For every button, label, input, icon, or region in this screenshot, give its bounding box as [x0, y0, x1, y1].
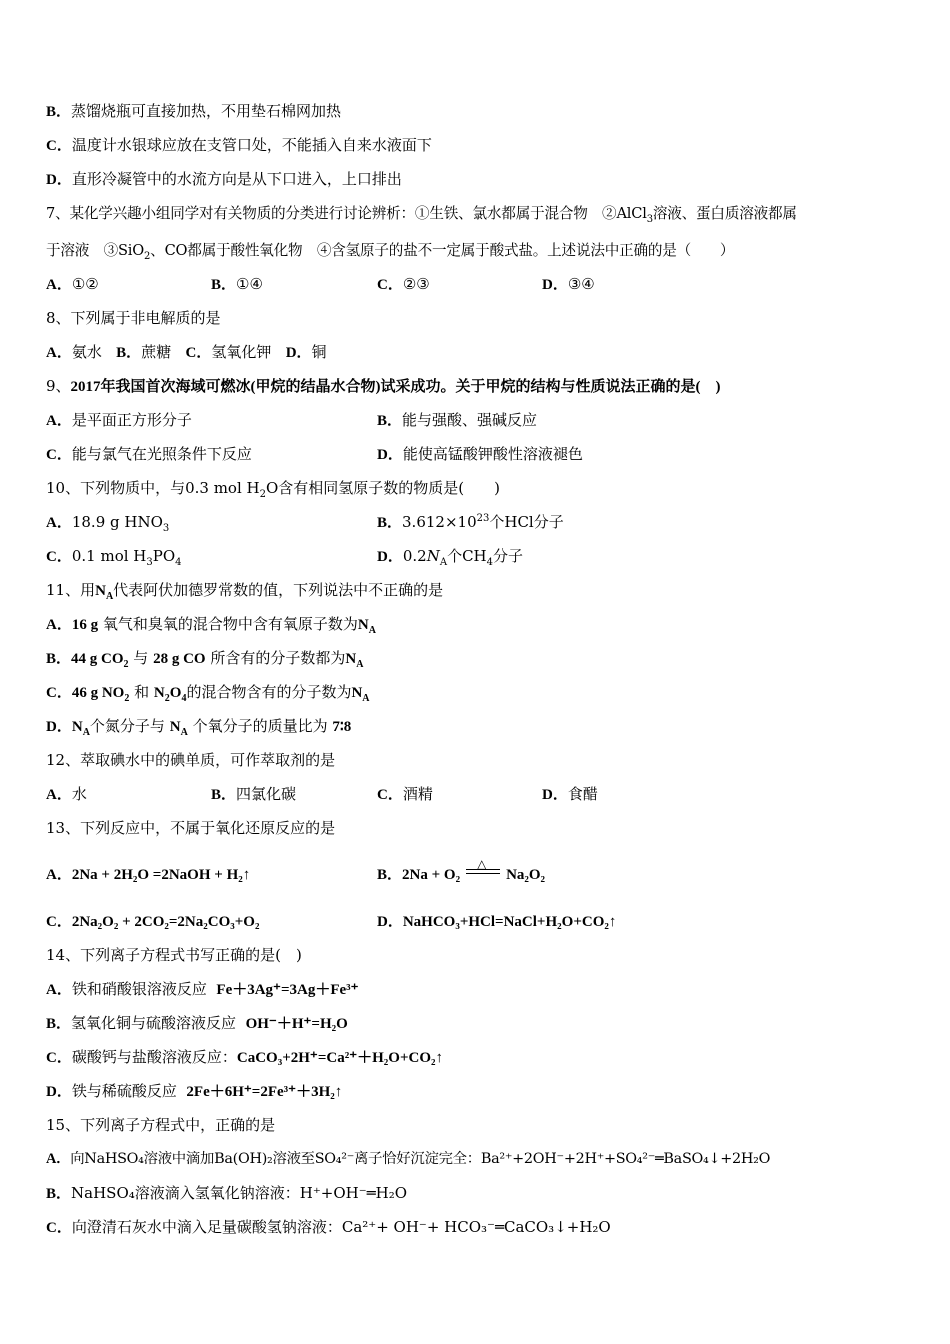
q7-option-c — [377, 273, 430, 296]
subscript: 4 — [181, 693, 187, 704]
q9-option-c — [46, 443, 252, 466]
option-label: B． — [211, 277, 237, 293]
q12-option-c — [377, 783, 433, 806]
chemical-equation: Na₂O₂ — [506, 867, 546, 883]
chemical-equation: 2Na₂O₂ + 2CO₂=2Na₂CO₃+O₂ — [71, 914, 260, 930]
subscript: A — [368, 625, 376, 636]
option-text: 个CH — [447, 547, 487, 565]
option-label: D． — [285, 345, 312, 361]
subscript: A — [180, 727, 188, 738]
option-label: B． — [46, 651, 72, 667]
option-label: B． — [116, 345, 142, 361]
option-label: A． — [46, 277, 72, 293]
subscript: 3 — [162, 523, 170, 534]
subscript: A — [82, 727, 90, 738]
subscript: A — [439, 557, 448, 568]
q10-option-d — [377, 545, 523, 568]
q13-stem — [46, 817, 335, 839]
option-text: ②③ — [402, 275, 430, 293]
option-text: 铜 — [311, 343, 327, 361]
q6-option-c — [46, 134, 432, 157]
q6-option-d — [46, 168, 402, 191]
q7-stem-text: 、CO都属于酸性氧化物 ④含氢原子的盐不一定属于酸式盐。上述说法中正确的是（ ） — [150, 242, 735, 259]
q9-option-d — [377, 443, 583, 466]
option-label: C． — [377, 277, 403, 293]
q11-option-d — [46, 715, 351, 738]
subscript: 3 — [146, 557, 153, 568]
question-stem: 2017年我国首次海域可燃冰(甲烷的结晶水合物)试采成功。关于甲烷的结构与性质说法正确的是( ) — [70, 379, 721, 395]
q13-option-b — [377, 857, 546, 886]
option-label: C． — [46, 447, 72, 463]
option-text: NaHSO₄溶液滴入氢氧化钠溶液：H⁺+OH⁻═H₂O — [71, 1184, 408, 1202]
q10-option-a — [46, 511, 169, 534]
q9-option-a — [46, 409, 192, 432]
option-label: D． — [542, 277, 568, 293]
avogadro-symbol: N — [71, 719, 83, 735]
option-label: C． — [185, 345, 212, 361]
option-text: 氨水 — [71, 343, 102, 361]
option-text: 蔗糖 — [141, 343, 172, 361]
question-stem: O含有相同氢原子数的物质是( ) — [266, 479, 501, 497]
option-label: C． — [46, 1050, 72, 1066]
option-text: 酒精 — [402, 785, 433, 803]
option-label: B． — [46, 1016, 72, 1032]
q12-option-a — [46, 783, 87, 806]
q10-option-b — [377, 511, 564, 534]
q7-stem-text: 于溶液 ③SiO — [46, 242, 144, 259]
ionic-equation: OH⁻＋H⁺=H₂O — [245, 1016, 348, 1032]
subscript: A — [105, 591, 114, 602]
option-label: A． — [46, 982, 72, 998]
q14-stem — [46, 944, 302, 966]
q13-option-c — [46, 910, 259, 933]
option-label: A． — [46, 345, 72, 361]
option-label: D． — [46, 1084, 72, 1100]
option-label: A． — [46, 867, 72, 883]
superscript: 23 — [476, 513, 490, 524]
q13-option-d — [377, 910, 616, 933]
option-text: N — [153, 685, 165, 701]
q7-stem-line2 — [46, 240, 734, 262]
subscript: 4 — [175, 557, 182, 568]
avogadro-symbol: N — [357, 617, 369, 633]
option-text: 氧气和臭氧的混合物中含有氧原子数为 — [102, 615, 358, 633]
option-label: B． — [377, 867, 403, 883]
heating-equals-sign — [466, 857, 500, 885]
option-label: B． — [377, 515, 403, 531]
subscript: 2 — [123, 659, 129, 670]
q7-option-a — [46, 273, 99, 296]
option-text: 氢氧化钾 — [211, 343, 272, 361]
option-text: 向澄清石灰水中滴入足量碳酸氢钠溶液：Ca²⁺+ OH⁻+ HCO₃⁻═CaCO₃↓+H₂O — [71, 1218, 611, 1236]
subscript: 2 — [124, 693, 130, 704]
option-text: 能使高锰酸钾酸性溶液褪色 — [402, 445, 583, 463]
q9-stem — [46, 375, 721, 398]
option-text: 7∶8 — [332, 719, 352, 735]
q8-options — [46, 341, 327, 364]
q15-option-c — [46, 1216, 611, 1239]
q11-option-c — [46, 681, 370, 704]
option-text: 四氯化碳 — [236, 785, 297, 803]
option-text: 直形冷凝管中的水流方向是从下口进入，上口排出 — [71, 170, 402, 188]
option-label: A． — [46, 617, 72, 633]
avogadro-symbol: N — [426, 547, 440, 565]
option-text: 铁与稀硫酸反应 — [71, 1082, 177, 1100]
option-text: 温度计水银球应放在支管口处，不能插入自来水液面下 — [71, 136, 432, 154]
question-stem: 13、下列反应中，不属于氧化还原反应的是 — [46, 819, 336, 837]
subscript: 3 — [646, 213, 653, 225]
option-label: A． — [46, 413, 72, 429]
question-stem: 14、下列离子方程式书写正确的是( ) — [46, 946, 302, 964]
option-text: 向NaHSO₄溶液中滴加Ba(OH)₂溶液至SO₄²⁻离子恰好沉淀完全：Ba²⁺+2OH⁻+2H⁺+SO₄²⁻═BaSO₄↓+2H₂O — [70, 1151, 771, 1167]
option-text: 所含有的分子数都为 — [210, 649, 346, 667]
option-label: D． — [46, 719, 72, 735]
avogadro-symbol: N — [345, 651, 357, 667]
option-text: ①② — [71, 275, 99, 293]
question-stem: 8、下列属于非电解质的是 — [46, 309, 221, 327]
q15-option-b — [46, 1182, 407, 1205]
q14-option-b — [46, 1012, 348, 1035]
q9-option-b — [377, 409, 537, 432]
option-label: C． — [46, 138, 72, 154]
option-text: 水 — [71, 785, 87, 803]
chemical-equation: NaHCO₃+HCl=NaCl+H₂O+CO₂↑ — [402, 914, 617, 930]
subscript: A — [362, 693, 370, 704]
option-text: 碳酸钙与盐酸溶液反应： — [71, 1048, 237, 1066]
option-text: 能与强酸、强碱反应 — [402, 411, 538, 429]
option-text: 个HCl分子 — [489, 513, 564, 531]
q10-stem — [46, 477, 500, 499]
option-text: PO — [152, 547, 176, 565]
option-text: 蒸馏烧瓶可直接加热，不用垫石棉网加热 — [71, 102, 342, 120]
option-text: 能与氯气在光照条件下反应 — [71, 445, 252, 463]
option-text: 46 g NO — [71, 685, 125, 701]
avogadro-symbol: N — [169, 719, 181, 735]
option-text: 和 — [134, 683, 150, 701]
q11-stem — [46, 579, 443, 602]
option-text: 与 — [133, 649, 149, 667]
question-stem: 11、用 — [46, 581, 96, 599]
option-text: 是平面正方形分子 — [71, 411, 192, 429]
question-stem: 代表阿伏加德罗常数的值，下列说法中不正确的是 — [113, 581, 444, 599]
q8-stem — [46, 307, 221, 329]
option-label: A． — [46, 515, 72, 531]
q11-option-a — [46, 613, 376, 636]
q7-stem-line1 — [46, 203, 797, 225]
q14-option-a — [46, 978, 359, 1001]
option-text: 食醋 — [567, 785, 598, 803]
option-label: D． — [377, 447, 403, 463]
ionic-equation: 2Fe＋6H⁺=2Fe³⁺＋3H₂↑ — [186, 1084, 343, 1100]
subscript: 2 — [164, 693, 170, 704]
q6-option-b — [46, 100, 341, 123]
q12-option-b — [211, 783, 296, 806]
option-text: 18.9 g HNO — [71, 513, 163, 531]
question-stem: 10、下列物质中，与0.3 mol H — [46, 479, 260, 497]
option-label: D． — [46, 172, 72, 188]
option-text: 分子 — [493, 547, 524, 565]
ionic-equation: Fe＋3Ag⁺=3Ag＋Fe³⁺ — [216, 982, 359, 998]
option-text: ①④ — [236, 275, 263, 293]
option-text: 16 g — [71, 617, 99, 633]
option-text: 氢氧化铜与硫酸溶液反应 — [71, 1014, 237, 1032]
q15-stem — [46, 1114, 275, 1136]
q11-option-b — [46, 647, 363, 670]
q12-stem — [46, 749, 335, 771]
option-label: A． — [46, 1151, 71, 1167]
option-label: D． — [542, 787, 568, 803]
option-label: C． — [46, 685, 72, 701]
option-label: B． — [211, 787, 237, 803]
avogadro-symbol: N — [351, 685, 363, 701]
option-text: 3.612×10 — [402, 513, 477, 531]
option-label: C． — [377, 787, 403, 803]
ionic-equation: CaCO₃+2H⁺=Ca²⁺＋H₂O+CO₂↑ — [236, 1050, 443, 1066]
option-text: 个氧分子的质量比为 — [192, 717, 328, 735]
subscript: 4 — [486, 557, 493, 568]
option-label: C． — [46, 914, 72, 930]
q10-option-c — [46, 545, 182, 568]
option-label: D． — [377, 549, 403, 565]
chemical-equation: 2Na + O₂ — [402, 867, 461, 883]
option-text: O — [169, 685, 182, 701]
q7-stem-text: 7、某化学兴趣小组同学对有关物质的分类进行讨论辨析：①生铁、氯水都属于混合物 ②AlCl — [46, 205, 647, 222]
chemical-equation: 2Na + 2H₂O =2NaOH + H₂↑ — [71, 867, 251, 883]
subscript: 2 — [259, 489, 266, 500]
subscript: A — [356, 659, 364, 670]
question-stem: 12、萃取碘水中的碘单质，可作萃取剂的是 — [46, 751, 336, 769]
option-label: A． — [46, 787, 72, 803]
option-text: ③④ — [567, 275, 595, 293]
question-stem: 15、下列离子方程式中，正确的是 — [46, 1116, 276, 1134]
option-text: 的混合物含有的分子数为 — [186, 683, 352, 701]
option-text: 0.2 — [402, 547, 427, 565]
option-text: 0.1 mol H — [71, 547, 147, 565]
q15-option-a — [46, 1148, 770, 1170]
option-label: C． — [46, 549, 72, 565]
q7-stem-text: 溶液、蛋白质溶液都属 — [652, 205, 797, 222]
q13-option-a — [46, 863, 250, 886]
heat-condition-icon: △ — [477, 857, 487, 871]
option-label: B． — [46, 104, 72, 120]
q7-option-d — [542, 273, 595, 296]
q12-option-d — [542, 783, 598, 806]
question-number: 9、 — [46, 377, 71, 395]
option-label: C． — [46, 1220, 72, 1236]
q7-option-b — [211, 273, 263, 296]
option-label: B． — [46, 1186, 72, 1202]
option-text: 铁和硝酸银溶液反应 — [71, 980, 207, 998]
option-text: 个氮分子与 — [89, 717, 165, 735]
q14-option-c — [46, 1046, 443, 1069]
option-label: B． — [377, 413, 403, 429]
option-text: 28 g CO — [153, 651, 206, 667]
option-label: D． — [377, 914, 403, 930]
subscript: 2 — [144, 250, 151, 262]
q14-option-d — [46, 1080, 342, 1103]
avogadro-symbol: N — [95, 583, 106, 599]
option-text: 44 g CO — [71, 651, 124, 667]
